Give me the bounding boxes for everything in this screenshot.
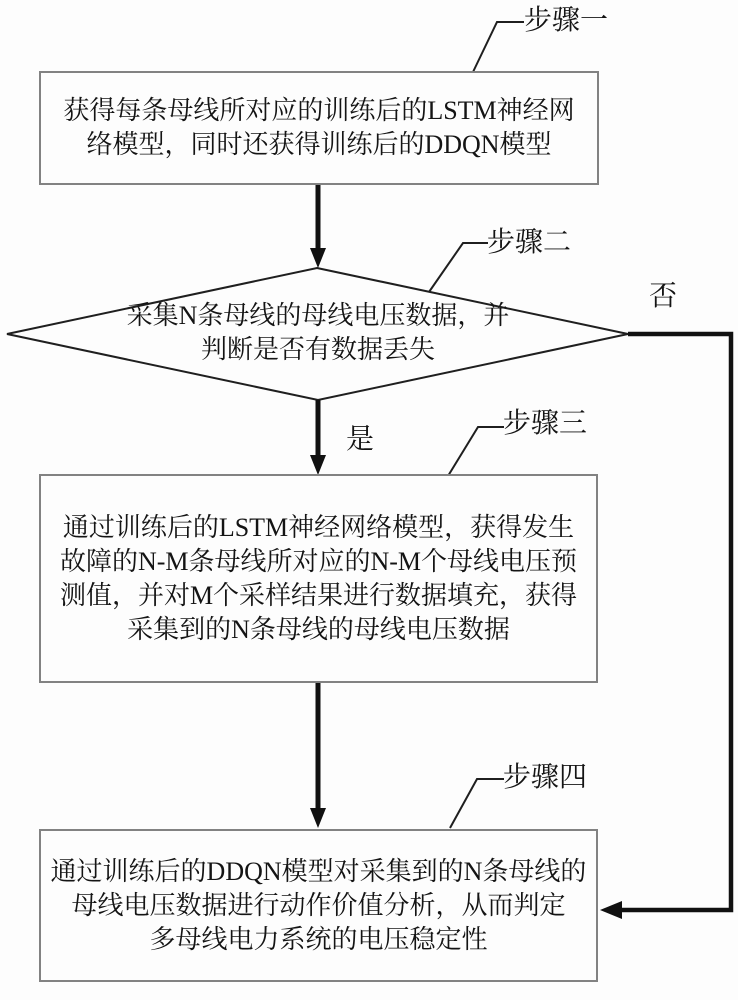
step3-label: 步骤三: [503, 408, 588, 439]
step4-text-line1: 通过训练后的DDQN模型对采集到的N条母线的: [50, 856, 587, 886]
step4-label: 步骤四: [503, 762, 588, 793]
leader-line-step2: [429, 243, 488, 292]
leader-line-step4: [450, 779, 504, 828]
leader-line-step3: [448, 427, 504, 476]
arrowhead-step3-to-step4: [310, 808, 326, 828]
no-branch-label: 否: [649, 281, 678, 312]
step1-text-line2: 络模型，同时还获得训练后的DDQN模型: [86, 130, 552, 159]
arrowhead-step2-to-step3: [310, 455, 326, 475]
decision-diamond-text: [60, 299, 576, 367]
step2-text-line2: 判断是否有数据丢失: [200, 335, 435, 364]
step2-label: 步骤二: [487, 227, 572, 258]
process-box-step1: [39, 71, 599, 185]
connector-no-branch: [620, 334, 731, 910]
step4-text-line2: 母线电压数据进行动作价值分析，从而判定: [71, 890, 566, 920]
step3-text-line1: 通过训练后的LSTM神经网络模型，获得发生: [62, 512, 575, 542]
step1-label: 步骤一: [524, 5, 609, 36]
yes-branch-label: 是: [346, 424, 375, 455]
step3-text-line4: 采集到的N条母线的母线电压数据: [127, 614, 510, 644]
leader-line-step1: [473, 22, 524, 72]
arrowhead-no-branch: [600, 901, 622, 919]
process-box-step4: [39, 829, 598, 982]
step3-text-line3: 测值，并对M个采样结果进行数据填充，获得: [59, 580, 578, 610]
step4-text-line3: 多母线电力系统的电压稳定性: [149, 924, 488, 954]
arrowhead-step1-to-step2: [310, 248, 326, 268]
step1-text-line1: 获得每条母线所对应的训练后的LSTM神经网: [63, 96, 575, 125]
step3-text-line2: 故障的N-M条母线所对应的N-M个母线电压预: [59, 546, 578, 576]
process-box-step3: [39, 474, 598, 683]
step2-text-line1: 采集N条母线的母线电压数据，并: [126, 301, 510, 330]
